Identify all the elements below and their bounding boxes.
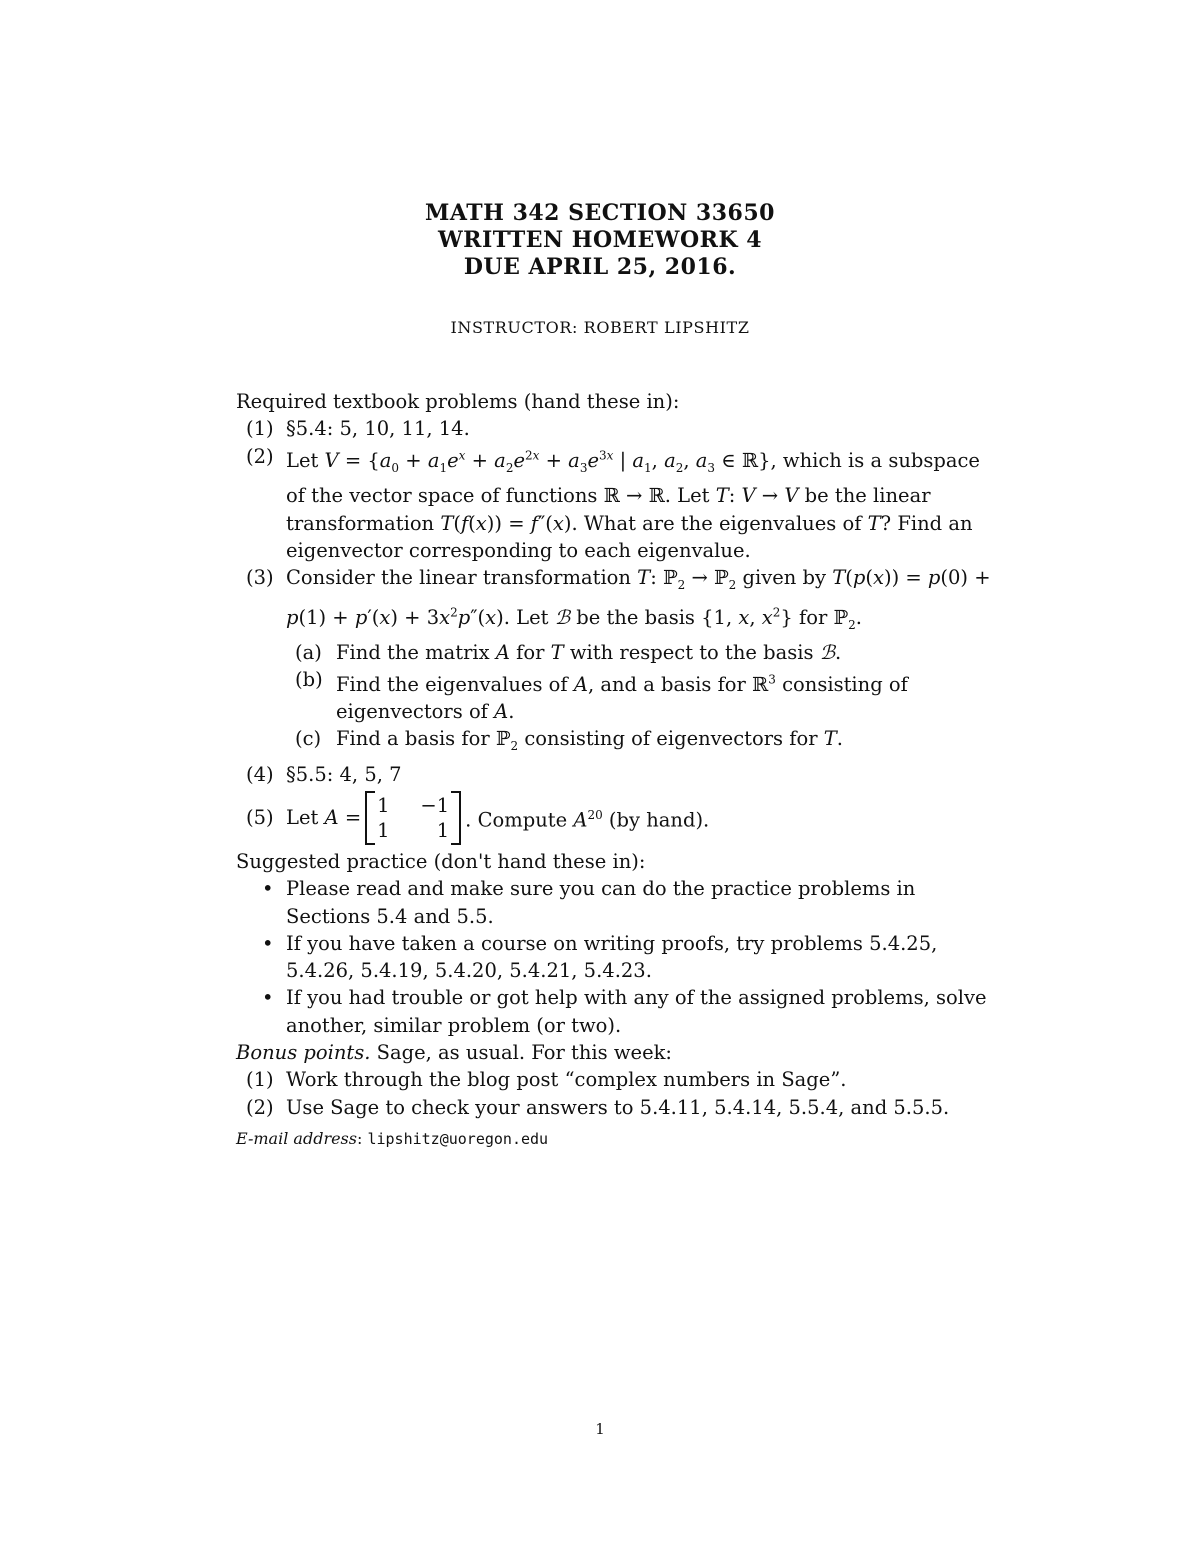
problem-text: Let $V = \{a_0 + a_1e^x + a_2e^{2x} + a_3e^{3x}$ | $a_1$, $a_2$, $a_3$ ∈ ℝ}, which is a subspace of the vector space of functions ℝ → ℝ. Let T: V → V be the linear transformation T(f(x)) = f″(x). What are the eigenvalues of T? Find an eigenvector corresponding to each eigenvalue. (286, 448, 980, 562)
problem-1 (236, 415, 996, 442)
page-number: 1 (595, 1420, 605, 1438)
bonus-label: (1) (246, 1068, 274, 1092)
part-label: (c) (295, 727, 322, 751)
suggested-item: • Please read and make sure you can do the practice problems in Sections 5.4 and 5.5. (262, 877, 916, 928)
part-text: Find the eigenvalues of A, and a basis for ℝ$^3$ consisting of eigenvectors of A. (336, 672, 908, 724)
part-label: (a) (295, 641, 322, 665)
bonus-lead: Bonus points. (236, 1041, 371, 1064)
bonus-list (236, 1066, 996, 1121)
instructor-line: INSTRUCTOR: ROBERT LIPSHITZ (450, 318, 750, 337)
part-text: Find the matrix A for T with respect to the basis ℬ. (336, 641, 842, 665)
email-line: E-mail address: lipshitz@uoregon.edu (236, 1128, 549, 1148)
bonus-text: Sage, as usual. For this week: (376, 1041, 672, 1064)
problem-text: Consider the linear transformation T: ℙ$_2$ → ℙ$_2$ given by $T(p(x)) = p(0) + p(1) + p'(x) + 3x^2p''(x)$. Let ℬ be the basis {1, x, $x^2$} for ℙ$_2$. (286, 566, 991, 632)
matrix-a: 1 −1 1 1 (365, 791, 461, 845)
bonus-item-2: (2) Use Sage to check your answers to 5.4.11, 5.4.14, 5.5.4, and 5.5.5. (236, 1094, 996, 1121)
problem-3a (240, 639, 996, 666)
problem-3-parts (286, 639, 996, 761)
due-date: DUE APRIL 25, 2016. (463, 254, 737, 280)
problem-3c (240, 725, 996, 760)
bonus-item-1: (1) Work through the blog post “complex numbers in Sage”. (236, 1066, 996, 1093)
bonus-label: (2) (246, 1095, 274, 1119)
required-heading: Required textbook problems (hand these in): (236, 390, 680, 413)
part-label: (b) (295, 668, 323, 692)
email-label: E-mail address (236, 1128, 357, 1148)
problem-label: (4) (246, 762, 274, 786)
bullet-icon: • (262, 877, 274, 901)
problem-text: §5.4: 5, 10, 11, 14. (286, 417, 470, 441)
course-title: MATH 342 SECTION 33650 (425, 200, 775, 226)
problem-2 (236, 443, 996, 565)
problem-text: Let A = 1 −1 1 1 . Compute $A^{20}$ (by hand). (286, 788, 996, 848)
problem-3 (236, 564, 996, 760)
problem-label: (2) (246, 444, 274, 468)
problem-4 (236, 761, 996, 788)
problem-label: (5) (246, 805, 274, 829)
problem-text: §5.5: 4, 5, 7 (286, 762, 402, 786)
problem-label: (3) (246, 566, 274, 590)
part-text: Find a basis for ℙ$_2$ consisting of eigenvectors for T. (336, 727, 843, 754)
required-problems-list (236, 415, 996, 848)
bullet-icon: • (262, 931, 274, 955)
email-link[interactable]: lipshitz@uoregon.edu (367, 1129, 549, 1148)
assignment-title: WRITTEN HOMEWORK 4 (437, 227, 763, 253)
suggested-item: • If you have taken a course on writing proofs, try problems 5.4.25, 5.4.26, 5.4.19, 5.4.20, 5.4.21, 5.4.23. (262, 931, 938, 983)
suggested-heading: Suggested practice (don't hand these in): (236, 849, 646, 873)
suggested-item: • If you had trouble or got help with any of the assigned problems, solve another, similar problem (or two). (262, 986, 987, 1037)
main-content (236, 388, 996, 1153)
problem-label: (1) (246, 417, 274, 441)
suggested-list (236, 875, 996, 1039)
problem-3b (240, 666, 996, 725)
problem-5 (236, 788, 996, 848)
title-block (0, 200, 1200, 281)
bonus-paragraph (236, 1039, 996, 1066)
bullet-icon: • (262, 986, 274, 1010)
